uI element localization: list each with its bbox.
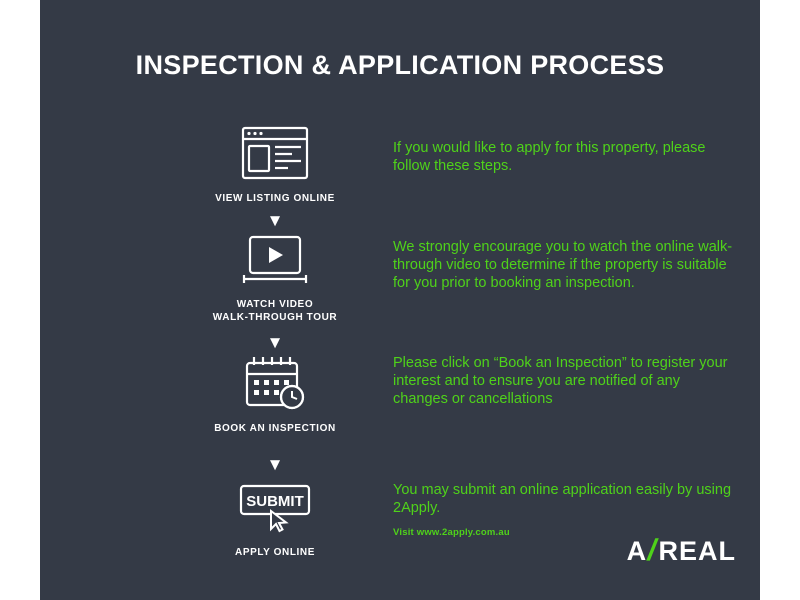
step-caption-line1: WATCH VIDEO [236, 299, 314, 310]
visit-url-text[interactable]: Visit www.2apply.com.au [393, 527, 510, 538]
step-description-4: You may submit an online application easily by using 2Apply. [393, 482, 732, 516]
browser-window-listing-icon [160, 122, 390, 184]
step-caption: VIEW LISTING ONLINE [215, 193, 335, 204]
submit-button-cursor-icon [160, 476, 390, 538]
step-caption-line2: WALK-THROUGH TOUR [212, 312, 338, 323]
process-step-book-inspection [160, 352, 390, 435]
brand-logo [627, 534, 736, 568]
step-caption: APPLY ONLINE [235, 547, 315, 558]
svg-text:SUBMIT: SUBMIT [246, 493, 304, 510]
flow-arrow-2: ▼ [266, 333, 284, 352]
page-title: INSPECTION & APPLICATION PROCESS [135, 50, 665, 80]
process-step-view-listing [160, 122, 390, 205]
poster-canvas [40, 0, 760, 600]
flow-arrow-3: ▼ [266, 455, 284, 474]
logo-letter-a: A [626, 535, 648, 566]
video-play-screen-icon [160, 228, 390, 290]
flow-arrow-1: ▼ [266, 211, 284, 230]
logo-word-real: REAL [658, 535, 736, 566]
process-step-apply-online [160, 476, 390, 559]
calendar-clock-icon [160, 352, 390, 414]
process-step-watch-video [160, 228, 390, 324]
logo-slash: / [644, 534, 662, 567]
step-description-1: If you would like to apply for this property, please follow these steps. [393, 140, 706, 174]
step-caption [160, 298, 390, 324]
step-caption: BOOK AN INSPECTION [214, 423, 336, 434]
step-description-3: Please click on “Book an Inspection” to register your interest and to ensure you are notified of any changes or cancellations [393, 355, 728, 407]
step-description-2: We strongly encourage you to watch the online walk-through video to determine if the property is suitable for you prior to booking an inspection. [393, 239, 733, 291]
